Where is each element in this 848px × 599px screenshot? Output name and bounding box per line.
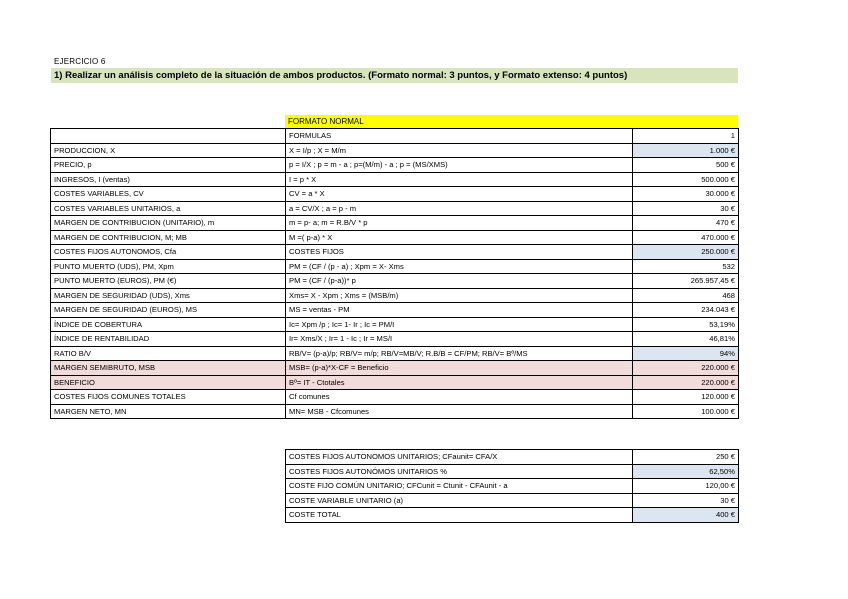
row-label: ÍNDICE DE COBERTURA — [51, 317, 286, 332]
row-value: 220.000 € — [633, 375, 739, 390]
row-value: 1.000 € — [633, 143, 739, 158]
table-row — [51, 158, 739, 173]
row-formula: PM = (CF / (p-a))* p — [286, 274, 633, 289]
row-value: 30 € — [633, 493, 739, 508]
row-formula: Xms= X - Xpm ; Xms = (MSB/m) — [286, 288, 633, 303]
row-value: 94% — [633, 346, 739, 361]
row-formula: PM = (CF / (p - a) ; Xpm = X- Xms — [286, 259, 633, 274]
row-label: MARGEN DE CONTRIBUCION (UNITARIO), m — [51, 216, 286, 231]
row-value: 470.000 € — [633, 230, 739, 245]
table-row — [286, 479, 739, 494]
row-value: 500.000 € — [633, 172, 739, 187]
table-row — [51, 187, 739, 202]
row-formula: Bº= IT - Ctotales — [286, 375, 633, 390]
row-value: 468 — [633, 288, 739, 303]
row-label: PRECIO, p — [51, 158, 286, 173]
row-label: COSTE FIJO COMÚN UNITARIO; CFCunit = Ctunit - CFAunit - a — [286, 479, 633, 494]
row-value: 500 € — [633, 158, 739, 173]
table-row — [51, 230, 739, 245]
table-row — [51, 404, 739, 419]
row-label: COSTE TOTAL — [286, 508, 633, 523]
table-row — [51, 375, 739, 390]
table-row — [51, 259, 739, 274]
table-row — [51, 390, 739, 405]
row-formula: RB/V= (p-a)/p; RB/V= m/p; RB/V=MB/V; R.B/B = CF/PM; RB/V= Bº/MS — [286, 346, 633, 361]
row-label: COSTES VARIABLES UNITARIOS, a — [51, 201, 286, 216]
row-value: 234.043 € — [633, 303, 739, 318]
table-row — [286, 493, 739, 508]
row-label: RATIO B/V — [51, 346, 286, 361]
row-label: INGRESOS, I (ventas) — [51, 172, 286, 187]
row-label: MARGEN DE CONTRIBUCION, M; MB — [51, 230, 286, 245]
row-label — [51, 129, 286, 144]
table-row — [286, 508, 739, 523]
table-row — [51, 172, 739, 187]
row-label: PUNTO MUERTO (UDS), PM, Xpm — [51, 259, 286, 274]
table-row — [51, 129, 739, 144]
row-formula: X = I/p ; X = M/m — [286, 143, 633, 158]
row-label: COSTES FIJOS COMUNES TOTALES — [51, 390, 286, 405]
table-row — [51, 201, 739, 216]
row-formula: MS = ventas - PM — [286, 303, 633, 318]
row-formula: COSTES FIJOS — [286, 245, 633, 260]
table-row — [51, 245, 739, 260]
row-label: ÍNDICE DE RENTABILIDAD — [51, 332, 286, 347]
row-value: 470 € — [633, 216, 739, 231]
row-value: 1 — [633, 129, 739, 144]
row-label: MARGEN NETO, MN — [51, 404, 286, 419]
row-label: MARGEN DE SEGURIDAD (UDS), Xms — [51, 288, 286, 303]
unit-cost-table — [285, 449, 739, 523]
table-row — [51, 288, 739, 303]
row-formula: M =( p-a) * X — [286, 230, 633, 245]
row-label: COSTES FIJOS AUTONÓMOS UNITARIOS % — [286, 464, 633, 479]
row-label: MARGEN SEMIBRUTO, MSB — [51, 361, 286, 376]
table-row — [51, 332, 739, 347]
row-value: 532 — [633, 259, 739, 274]
row-value: 30.000 € — [633, 187, 739, 202]
row-value: 30 € — [633, 201, 739, 216]
row-value: 250 € — [633, 450, 739, 465]
row-value: 220.000 € — [633, 361, 739, 376]
row-formula: MN= MSB - Cfcomunes — [286, 404, 633, 419]
row-value: 400 € — [633, 508, 739, 523]
row-value: 250.000 € — [633, 245, 739, 260]
row-value: 120.000 € — [633, 390, 739, 405]
table-row — [51, 317, 739, 332]
row-formula: Ir= Xms/X ; Ir= 1 - Ic ; Ir = MS/I — [286, 332, 633, 347]
table-row — [51, 274, 739, 289]
table-row — [51, 143, 739, 158]
row-formula: CV = a * X — [286, 187, 633, 202]
table-row — [286, 450, 739, 465]
row-value: 46,81% — [633, 332, 739, 347]
task-statement: 1) Realizar un análisis completo de la situación de ambos productos. (Formato normal: 3 puntos, y Formato extenso: 4 puntos) — [51, 68, 738, 83]
row-label: COSTES FIJOS AUTONOMOS UNITARIOS; CFaunit= CFA/X — [286, 450, 633, 465]
row-label: PUNTO MUERTO (EUROS), PM (€) — [51, 274, 286, 289]
table-row — [51, 346, 739, 361]
row-formula: Ic= Xpm /p ; Ic= 1- Ir ; Ic = PM/I — [286, 317, 633, 332]
row-label: PRODUCCION, X — [51, 143, 286, 158]
row-formula: m = p- a; m = R.B/V * p — [286, 216, 633, 231]
row-label: COSTE VARIABLE UNITARIO (a) — [286, 493, 633, 508]
row-label: MARGEN DE SEGURIDAD (EUROS), MS — [51, 303, 286, 318]
row-value: 62,50% — [633, 464, 739, 479]
row-value: 100.000 € — [633, 404, 739, 419]
table-row — [286, 464, 739, 479]
row-formula: Cf comunes — [286, 390, 633, 405]
table-row — [51, 216, 739, 231]
row-value: 53,19% — [633, 317, 739, 332]
row-value: 120,00 € — [633, 479, 739, 494]
row-formula: MSB= (p-a)*X-CF = Beneficio — [286, 361, 633, 376]
row-formula: a = CV/X ; a = p - m — [286, 201, 633, 216]
row-formula: I = p * X — [286, 172, 633, 187]
section-header: FORMATO NORMAL — [285, 115, 738, 128]
table-row — [51, 303, 739, 318]
row-label: COSTES VARIABLES, CV — [51, 187, 286, 202]
row-formula: FORMULAS — [286, 129, 633, 144]
exercise-label: EJERCICIO 6 — [54, 57, 106, 66]
row-label: COSTES FIJOS AUTONOMOS, Cfa — [51, 245, 286, 260]
row-value: 265.957,45 € — [633, 274, 739, 289]
row-formula: p = I/X ; p = m - a ; p=(M/m) - a ; p = (MS/XMS) — [286, 158, 633, 173]
analysis-table — [50, 128, 739, 419]
table-row — [51, 361, 739, 376]
row-label: BENEFICIO — [51, 375, 286, 390]
